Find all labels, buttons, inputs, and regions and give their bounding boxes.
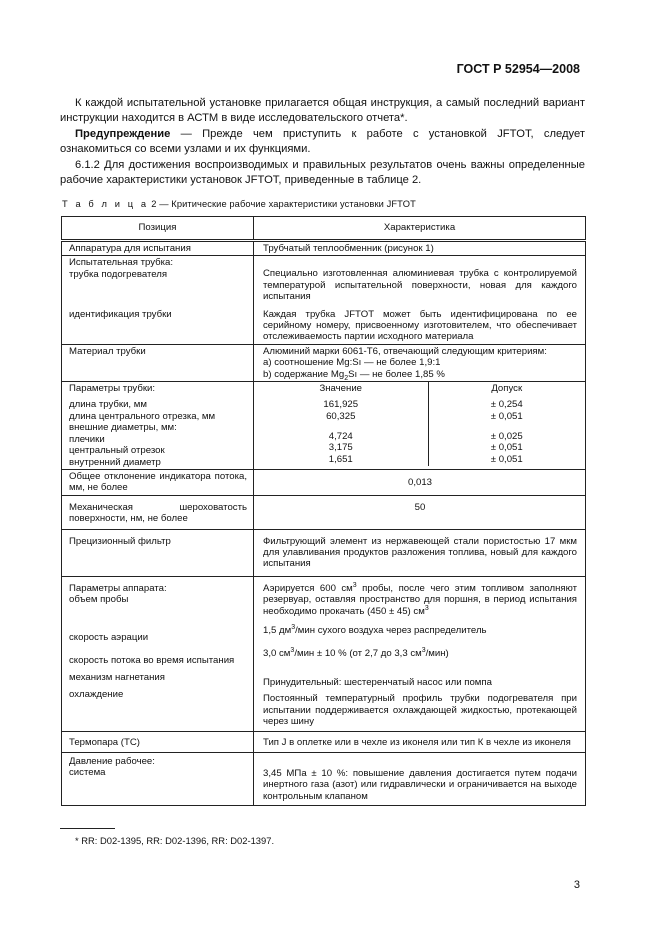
column-header-position: Позиция <box>62 217 254 241</box>
row-position-apparatus-params <box>62 576 254 732</box>
tube-value: 4,724 <box>328 430 353 442</box>
table-row <box>62 495 586 529</box>
table-row <box>62 469 586 495</box>
row-position-test-tube <box>62 256 254 344</box>
row-position-pressure <box>62 752 254 805</box>
material-text-b: а) соотношение Mg:Sı — не более 1,9:1 <box>263 357 441 369</box>
row-position-flow-deviation: Общее отклонение индикатора потока, мм, не более <box>62 469 254 495</box>
row-position-thermocouple: Термопара (ТС) <box>62 732 254 752</box>
tube-tolerance-column <box>428 382 585 466</box>
column-header-characteristic: Характеристика <box>254 217 586 241</box>
row-char-material <box>254 344 586 381</box>
tube-value: 60,325 <box>326 410 356 422</box>
warning-label: Предупреждение <box>75 128 171 140</box>
heater-tube-label: трубка подогревателя <box>69 268 168 280</box>
system-pressure-text: 3,45 МПа ± 10 %: повышение давления достигается путем подачи инертного газа (азот) или гидравлически и ограничивается на выходе контрольным клапаном <box>263 767 577 802</box>
table-row <box>62 241 586 256</box>
tube-tolerance: ± 0,051 <box>490 442 523 454</box>
pressure-label: Давление рабочее: <box>69 755 155 767</box>
row-char-apparatus-params <box>254 576 586 732</box>
flow-rate-text-a: 3,0 см <box>263 648 291 660</box>
cooling-label: охлаждение <box>69 688 124 700</box>
flow-rate-label: скорость потока во время испытания <box>69 654 235 666</box>
heater-tube-text: Специально изготовленная алюминиевая трубка с контролируемой температурой испытательной поверхности, новая для каждого испытания <box>263 268 577 303</box>
flow-rate-sup: 3 <box>290 647 295 655</box>
tube-tolerance: ± 0,051 <box>490 453 523 465</box>
tube-tolerance: ± 0,025 <box>490 430 523 442</box>
tube-identification-label: идентификация трубки <box>69 309 172 321</box>
row-char-test-tube <box>254 256 586 344</box>
warning-text: — Прежде чем приступить к работе с установкой JFTOT, следует ознакомиться со всеми узлами и их функциями. <box>60 128 585 155</box>
table-caption-text: 2 — Критические рабочие характеристики установки JFTOT <box>148 199 416 209</box>
row-char-filter: Фильтрующий элемент из нержавеющей стали пористостью 17 мкм для улавливания продуктов разложения топлива, новый для каждого испытания <box>254 529 586 576</box>
sample-volume-text-a: Аэрируется 600 см <box>263 582 353 594</box>
row-position-apparatus: Аппаратура для испытания <box>62 241 254 256</box>
row-position-filter: Прецизионный фильтр <box>62 529 254 576</box>
table-row <box>62 732 586 752</box>
row-char-flow-deviation: 0,013 <box>254 469 586 495</box>
apparatus-params-label: Параметры аппарата: <box>69 582 167 594</box>
tube-tolerance: ± 0,051 <box>490 410 523 422</box>
table-caption-prefix: Т а б л и ц а <box>62 199 149 209</box>
characteristics-table <box>61 216 586 806</box>
flow-rate-text-b: /мин ± 10 % (от 2,7 до 3,3 см <box>294 648 422 660</box>
table-row <box>62 382 586 470</box>
table-header-row <box>62 217 586 241</box>
table-row <box>62 752 586 805</box>
table-row <box>62 344 586 381</box>
material-text-c-mid: Sı — не более 1,85 % <box>348 368 445 380</box>
row-char-pressure <box>254 752 586 805</box>
sample-volume-sup: 3 <box>352 581 357 589</box>
material-text-c-sub: 2 <box>344 374 349 382</box>
test-tube-label: Испытательная трубка: <box>69 257 174 269</box>
paragraph-warning <box>60 127 585 157</box>
tube-param-name: длина трубки, мм <box>69 399 147 411</box>
flow-rate-sup2: 3 <box>421 647 426 655</box>
footnote-divider <box>60 828 115 829</box>
pump-mechanism-text: Принудительный: шестеренчатый насос или помпа <box>263 676 492 688</box>
value-header: Значение <box>319 383 363 395</box>
tolerance-header: Допуск <box>491 383 523 395</box>
row-position-tube-params <box>62 382 254 470</box>
tube-value-column <box>254 382 428 466</box>
system-label: система <box>69 767 106 779</box>
sample-volume-label: объем пробы <box>69 594 129 606</box>
footnote: * RR: D02-1395, RR: D02-1396, RR: D02-1397. <box>75 835 275 846</box>
row-char-apparatus: Трубчатый теплообменник (рисунок 1) <box>254 241 586 256</box>
tube-param-name: длина центрального отрезка, мм <box>69 410 216 422</box>
aeration-rate-text-a: 1,5 дм <box>263 624 292 636</box>
flow-rate-text <box>263 648 577 659</box>
document-header: ГОСТ Р 52954—2008 <box>456 62 580 76</box>
table-row <box>62 256 586 344</box>
aeration-rate-sup: 3 <box>291 623 296 631</box>
tube-identification-text: Каждая трубка JFTOT может быть идентифицирована по ее серийному номеру, присвоенному изготовителем, что обеспечивает отслеживаемость партии исходного материала <box>263 308 577 343</box>
tube-params-label: Параметры трубки: <box>69 383 156 395</box>
sample-volume-sup2: 3 <box>424 604 429 612</box>
pump-mechanism-label: механизм нагнетания <box>69 672 165 684</box>
flow-rate-text-c: /мин) <box>425 648 449 660</box>
sample-volume-text <box>263 583 577 617</box>
page-number: 3 <box>573 879 580 891</box>
row-char-tube-params <box>254 382 586 470</box>
table-row <box>62 576 586 732</box>
cooling-text: Постоянный температурный профиль трубки подогревателя при испытании поддерживается охлаждающей жидкостью, протекающей через шину <box>263 693 577 727</box>
row-position-roughness: Механическая шероховатость поверхности, нм, не более <box>62 495 254 529</box>
aeration-rate-text <box>263 625 577 636</box>
row-char-thermocouple: Тип J в оплетке или в чехле из иконеля или тип К в чехле из иконеля <box>254 732 586 752</box>
row-char-roughness: 50 <box>254 495 586 529</box>
tube-value: 3,175 <box>328 442 353 454</box>
paragraph-instructions: К каждой испытательной установке прилагается общая инструкция, а самый последний вариант инструкции находится в АСТМ в виде исследовательского отчета*. <box>60 97 585 124</box>
paragraph-6-1-2: 6.1.2 Для достижения воспроизводимых и правильных результатов очень важны определенные рабочие характеристики установок JFTOT, приведенные в таблице 2. <box>60 159 585 186</box>
aeration-rate-text-b: /мин сухого воздуха через распределитель <box>295 624 487 636</box>
aeration-rate-label: скорость аэрации <box>69 631 149 643</box>
material-text-a: Алюминий марки 6061-Т6, отвечающий следующим критериям: <box>263 345 547 357</box>
row-position-material: Материал трубки <box>62 344 254 381</box>
tube-param-name: внешние диаметры, мм: <box>69 422 177 434</box>
table-caption <box>62 199 416 209</box>
sample-volume-text-b: пробы, после чего этим топливом заполняют резервуар, оставляя пространство для поршня, в период испытания необходимо прокачать (450 ± 45) см <box>263 582 577 617</box>
tube-params-subtable <box>254 382 585 466</box>
tube-param-name: внутренний диаметр <box>69 456 161 468</box>
tube-value: 1,651 <box>328 453 353 465</box>
table-row <box>62 529 586 576</box>
material-text-c <box>263 369 577 380</box>
tube-value: 161,925 <box>323 399 359 411</box>
tube-tolerance: ± 0,254 <box>490 399 523 411</box>
tube-param-name: плечики <box>69 433 105 445</box>
tube-param-name: центральный отрезок <box>69 445 165 457</box>
material-text-c-pre: b) содержание Mg <box>263 368 345 380</box>
